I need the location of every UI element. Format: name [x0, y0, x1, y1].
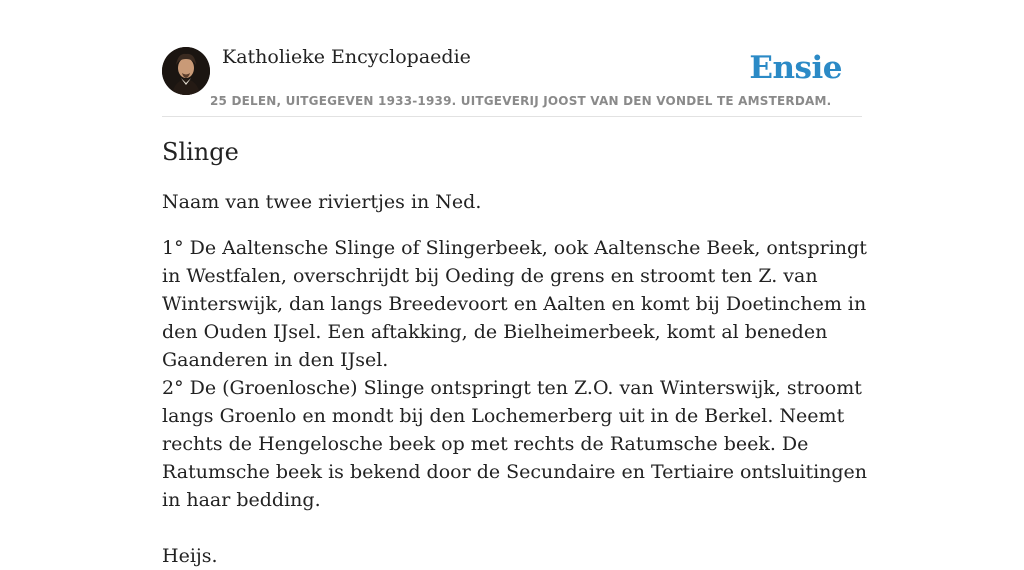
- article-paragraph-1: 1° De Aaltensche Slinge of Slingerbeek, ook Aaltensche Beek, ontspringt in Westfalen, overschrijdt bij Oeding de grens en stroomt ten Z. van Winterswijk, dan langs Breedevoort en Aalten en komt bij Doetinchem in den Ouden IJsel. Een aftakking, de Bielheimerbeek, komt al beneden Gaanderen in den IJsel.: [162, 237, 867, 371]
- brand-logo[interactable]: Ensie: [749, 50, 842, 86]
- portrait-avatar-icon[interactable]: [162, 47, 210, 95]
- article-title: Slinge: [162, 138, 239, 166]
- site-title[interactable]: Katholieke Encyclopaedie: [222, 46, 471, 68]
- article: [162, 138, 872, 570]
- site-subtitle: 25 DELEN, UITGEGEVEN 1933-1939. UITGEVERIJ JOOST VAN DEN VONDEL TE AMSTERDAM.: [210, 94, 832, 108]
- article-body: [162, 234, 872, 514]
- article-intro: Naam van twee riviertjes in Ned.: [162, 191, 482, 213]
- header: [162, 40, 862, 117]
- article-author: Heijs.: [162, 545, 218, 567]
- article-paragraph-2: 2° De (Groenlosche) Slinge ontspringt ten Z.O. van Winterswijk, stroomt langs Groenlo en mondt bij den Lochemerberg uit in de Berkel. Neemt rechts de Hengelosche beek op met rechts de Ratumsche beek. De Ratumsche beek is bekend door de Secundaire en Tertiaire ontsluitingen in haar bedding.: [162, 377, 868, 511]
